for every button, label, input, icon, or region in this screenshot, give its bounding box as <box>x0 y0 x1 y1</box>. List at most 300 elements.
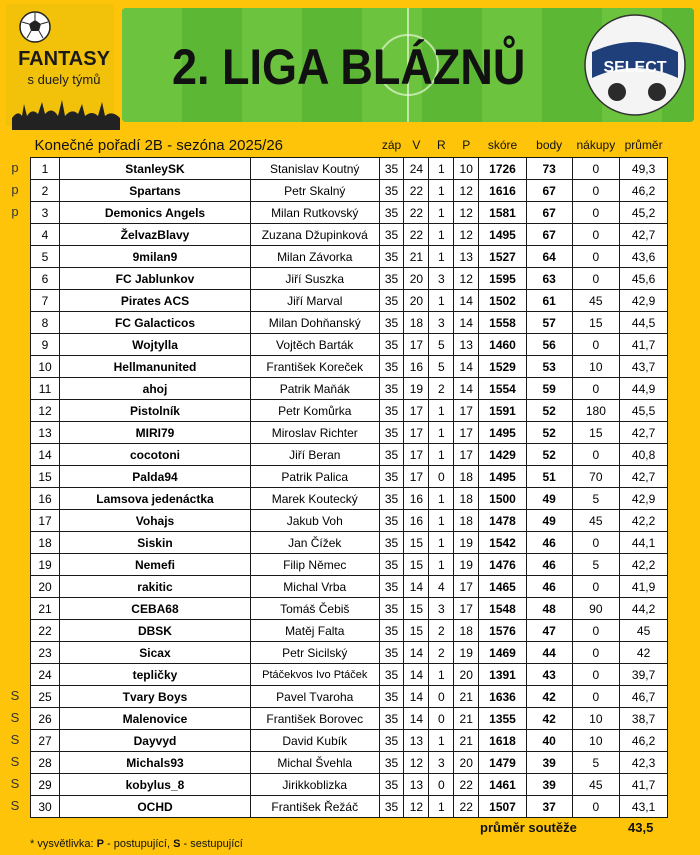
score: 1591 <box>479 400 527 422</box>
draws: 1 <box>429 246 454 268</box>
table-row <box>31 576 668 598</box>
owner-name: František Borovec <box>250 708 379 730</box>
header <box>0 0 700 130</box>
games-played: 35 <box>379 158 404 180</box>
draws: 1 <box>429 290 454 312</box>
games-played: 35 <box>379 532 404 554</box>
purchases: 5 <box>572 554 620 576</box>
status-mark: S <box>10 710 20 725</box>
team-name: Siskin <box>60 532 251 554</box>
points: 46 <box>526 576 572 598</box>
status-mark: S <box>10 798 20 813</box>
draws: 1 <box>429 180 454 202</box>
table-row <box>31 488 668 510</box>
header-average: průměr <box>624 138 663 152</box>
draws: 0 <box>429 466 454 488</box>
losses: 12 <box>454 180 479 202</box>
losses: 18 <box>454 510 479 532</box>
wins: 21 <box>404 246 429 268</box>
games-played: 35 <box>379 796 404 818</box>
rank-cell: 19 <box>31 554 60 576</box>
team-name: Sicax <box>60 642 251 664</box>
wins: 14 <box>404 642 429 664</box>
losses: 18 <box>454 466 479 488</box>
purchases: 15 <box>572 312 620 334</box>
rank-cell: 7 <box>31 290 60 312</box>
score: 1495 <box>479 422 527 444</box>
losses: 22 <box>454 796 479 818</box>
table-title: Konečné pořadí 2B - sezóna 2025/26 <box>34 136 284 154</box>
rank-cell: 22 <box>31 620 60 642</box>
draws: 1 <box>429 422 454 444</box>
team-name: Nemefi <box>60 554 251 576</box>
losses: 17 <box>454 444 479 466</box>
score: 1581 <box>479 202 527 224</box>
average: 45,5 <box>620 400 668 422</box>
rank-cell: 24 <box>31 664 60 686</box>
wins: 13 <box>404 730 429 752</box>
table-row <box>31 290 668 312</box>
draws: 2 <box>429 378 454 400</box>
status-mark: p <box>11 182 19 197</box>
points: 63 <box>526 268 572 290</box>
owner-name: Ptáčekvos Ivo Ptáček <box>250 664 379 686</box>
league-banner <box>122 8 694 122</box>
average: 43,6 <box>620 246 668 268</box>
average: 41,7 <box>620 774 668 796</box>
team-name: Malenovice <box>60 708 251 730</box>
wins: 15 <box>404 598 429 620</box>
losses: 14 <box>454 290 479 312</box>
purchases: 0 <box>572 642 620 664</box>
games-played: 35 <box>379 642 404 664</box>
wins: 15 <box>404 620 429 642</box>
rank-cell: 2 <box>31 180 60 202</box>
draws: 1 <box>429 202 454 224</box>
points: 37 <box>526 796 572 818</box>
wins: 12 <box>404 796 429 818</box>
owner-name: Milan Rutkovský <box>250 202 379 224</box>
average: 43,7 <box>620 356 668 378</box>
team-name: 9milan9 <box>60 246 251 268</box>
wins: 20 <box>404 290 429 312</box>
owner-name: František Řežáč <box>250 796 379 818</box>
score: 1595 <box>479 268 527 290</box>
wins: 17 <box>404 422 429 444</box>
draws: 0 <box>429 686 454 708</box>
points: 52 <box>526 400 572 422</box>
losses: 14 <box>454 356 479 378</box>
table-row <box>31 224 668 246</box>
points: 64 <box>526 246 572 268</box>
purchases: 10 <box>572 356 620 378</box>
losses: 18 <box>454 488 479 510</box>
score: 1476 <box>479 554 527 576</box>
games-played: 35 <box>379 422 404 444</box>
wins: 24 <box>404 158 429 180</box>
games-played: 35 <box>379 356 404 378</box>
draws: 2 <box>429 642 454 664</box>
score: 1502 <box>479 290 527 312</box>
score: 1507 <box>479 796 527 818</box>
draws: 1 <box>429 664 454 686</box>
draws: 5 <box>429 356 454 378</box>
score: 1548 <box>479 598 527 620</box>
owner-name: Jiří Marval <box>250 290 379 312</box>
table-row <box>31 664 668 686</box>
header-points: body <box>536 138 563 152</box>
draws: 1 <box>429 730 454 752</box>
table-row <box>31 730 668 752</box>
average: 45,6 <box>620 268 668 290</box>
table-row <box>31 246 668 268</box>
average: 49,3 <box>620 158 668 180</box>
points: 51 <box>526 466 572 488</box>
owner-name: Jakub Voh <box>250 510 379 532</box>
owner-name: Zuzana Džupinková <box>250 224 379 246</box>
select-ball-icon <box>582 12 688 118</box>
wins: 17 <box>404 444 429 466</box>
rank-cell: 4 <box>31 224 60 246</box>
draws: 1 <box>429 554 454 576</box>
purchases: 0 <box>572 576 620 598</box>
owner-name: Jan Čížek <box>250 532 379 554</box>
score: 1726 <box>479 158 527 180</box>
average: 42,7 <box>620 466 668 488</box>
table-row <box>31 312 668 334</box>
losses: 21 <box>454 686 479 708</box>
rank-cell: 28 <box>31 752 60 774</box>
wins: 17 <box>404 466 429 488</box>
owner-name: Miroslav Richter <box>250 422 379 444</box>
team-name: Michals93 <box>60 752 251 774</box>
score: 1429 <box>479 444 527 466</box>
rank-cell: 27 <box>31 730 60 752</box>
standings-table <box>30 133 668 818</box>
header-draws: R <box>436 138 446 152</box>
league-average-value: 43,5 <box>628 820 654 835</box>
average: 44,1 <box>620 532 668 554</box>
average: 42,9 <box>620 488 668 510</box>
purchases: 0 <box>572 202 620 224</box>
purchases: 90 <box>572 598 620 620</box>
score: 1391 <box>479 664 527 686</box>
table-row <box>31 774 668 796</box>
score: 1469 <box>479 642 527 664</box>
logo-title: FANTASY <box>18 48 110 70</box>
draws: 1 <box>429 444 454 466</box>
score: 1636 <box>479 686 527 708</box>
score: 1529 <box>479 356 527 378</box>
owner-name: Jiří Beran <box>250 444 379 466</box>
games-played: 35 <box>379 202 404 224</box>
games-played: 35 <box>379 774 404 796</box>
draws: 3 <box>429 752 454 774</box>
score: 1554 <box>479 378 527 400</box>
status-mark: p <box>11 204 19 219</box>
purchases: 0 <box>572 180 620 202</box>
legend-s-text: - sestupující <box>183 838 243 850</box>
rank-cell: 5 <box>31 246 60 268</box>
average: 42,2 <box>620 554 668 576</box>
draws: 3 <box>429 268 454 290</box>
header-purchases: nákupy <box>576 138 616 152</box>
draws: 1 <box>429 510 454 532</box>
points: 67 <box>526 224 572 246</box>
owner-name: Filip Němec <box>250 554 379 576</box>
wins: 16 <box>404 488 429 510</box>
games-played: 35 <box>379 224 404 246</box>
team-name: tepličky <box>60 664 251 686</box>
team-name: kobylus_8 <box>60 774 251 796</box>
rank-cell: 10 <box>31 356 60 378</box>
wins: 15 <box>404 554 429 576</box>
games-played: 35 <box>379 444 404 466</box>
purchases: 0 <box>572 620 620 642</box>
purchases: 15 <box>572 422 620 444</box>
score: 1495 <box>479 466 527 488</box>
losses: 20 <box>454 664 479 686</box>
team-name: Pirates ACS <box>60 290 251 312</box>
owner-name: Milan Závorka <box>250 246 379 268</box>
games-played: 35 <box>379 620 404 642</box>
table-row <box>31 708 668 730</box>
purchases: 0 <box>572 158 620 180</box>
rank-cell: 29 <box>31 774 60 796</box>
purchases: 45 <box>572 290 620 312</box>
purchases: 0 <box>572 686 620 708</box>
points: 59 <box>526 378 572 400</box>
games-played: 35 <box>379 510 404 532</box>
points: 73 <box>526 158 572 180</box>
losses: 12 <box>454 224 479 246</box>
fantasy-logo <box>6 4 114 126</box>
owner-name: Stanislav Koutný <box>250 158 379 180</box>
wins: 17 <box>404 334 429 356</box>
average: 45 <box>620 620 668 642</box>
score: 1500 <box>479 488 527 510</box>
losses: 19 <box>454 642 479 664</box>
points: 49 <box>526 488 572 510</box>
table-body <box>31 158 668 818</box>
rank-cell: 16 <box>31 488 60 510</box>
header-score: skóre <box>487 138 518 152</box>
team-name: cocotoni <box>60 444 251 466</box>
rank-cell: 8 <box>31 312 60 334</box>
wins: 22 <box>404 224 429 246</box>
points: 42 <box>526 708 572 730</box>
header-losses: P <box>462 138 471 152</box>
average: 38,7 <box>620 708 668 730</box>
team-name: MIRI79 <box>60 422 251 444</box>
losses: 10 <box>454 158 479 180</box>
rank-cell: 25 <box>31 686 60 708</box>
league-average-label: průměr soutěže <box>480 820 577 835</box>
average: 45,2 <box>620 202 668 224</box>
games-played: 35 <box>379 400 404 422</box>
table-row <box>31 598 668 620</box>
points: 42 <box>526 686 572 708</box>
wins: 14 <box>404 576 429 598</box>
games-played: 35 <box>379 752 404 774</box>
average: 46,7 <box>620 686 668 708</box>
wins: 18 <box>404 312 429 334</box>
wins: 14 <box>404 708 429 730</box>
losses: 18 <box>454 620 479 642</box>
draws: 1 <box>429 488 454 510</box>
rank-cell: 9 <box>31 334 60 356</box>
crowd-silhouette-icon <box>12 96 120 130</box>
table-row <box>31 620 668 642</box>
rank-cell: 23 <box>31 642 60 664</box>
average: 44,9 <box>620 378 668 400</box>
table-row <box>31 466 668 488</box>
score: 1355 <box>479 708 527 730</box>
status-mark: p <box>11 160 19 175</box>
games-played: 35 <box>379 686 404 708</box>
losses: 13 <box>454 334 479 356</box>
average: 43,1 <box>620 796 668 818</box>
owner-name: Petr Skalný <box>250 180 379 202</box>
owner-name: Jiří Suszka <box>250 268 379 290</box>
purchases: 0 <box>572 334 620 356</box>
wins: 15 <box>404 532 429 554</box>
team-name: Hellmanunited <box>60 356 251 378</box>
owner-name: Petr Komůrka <box>250 400 379 422</box>
team-name: FC Galacticos <box>60 312 251 334</box>
table-row <box>31 796 668 818</box>
purchases: 0 <box>572 532 620 554</box>
table-row <box>31 532 668 554</box>
team-name: rakitic <box>60 576 251 598</box>
purchases: 0 <box>572 246 620 268</box>
points: 67 <box>526 202 572 224</box>
score: 1542 <box>479 532 527 554</box>
team-name: Demonics Angels <box>60 202 251 224</box>
owner-name: Patrik Palica <box>250 466 379 488</box>
purchases: 0 <box>572 796 620 818</box>
purchases: 0 <box>572 224 620 246</box>
wins: 16 <box>404 510 429 532</box>
header-wins: V <box>412 138 421 152</box>
draws: 3 <box>429 598 454 620</box>
rank-cell: 18 <box>31 532 60 554</box>
losses: 12 <box>454 202 479 224</box>
losses: 12 <box>454 268 479 290</box>
games-played: 35 <box>379 334 404 356</box>
rank-cell: 6 <box>31 268 60 290</box>
wins: 22 <box>404 180 429 202</box>
games-played: 35 <box>379 180 404 202</box>
points: 47 <box>526 620 572 642</box>
team-name: Palda94 <box>60 466 251 488</box>
team-name: Lamsova jedenáctka <box>60 488 251 510</box>
purchases: 180 <box>572 400 620 422</box>
purchases: 10 <box>572 730 620 752</box>
purchases: 70 <box>572 466 620 488</box>
table-row <box>31 356 668 378</box>
draws: 2 <box>429 620 454 642</box>
rank-cell: 15 <box>31 466 60 488</box>
table-row <box>31 400 668 422</box>
purchases: 45 <box>572 774 620 796</box>
wins: 14 <box>404 686 429 708</box>
draws: 0 <box>429 708 454 730</box>
status-mark: S <box>10 754 20 769</box>
wins: 16 <box>404 356 429 378</box>
average: 42,2 <box>620 510 668 532</box>
header-games: záp <box>381 138 402 152</box>
team-name: Pistolník <box>60 400 251 422</box>
team-name: StanleySK <box>60 158 251 180</box>
owner-name: Tomáš Čebiš <box>250 598 379 620</box>
purchases: 0 <box>572 664 620 686</box>
table-row <box>31 268 668 290</box>
average: 46,2 <box>620 730 668 752</box>
legend-p-text: - postupující, <box>107 838 171 850</box>
points: 49 <box>526 510 572 532</box>
average: 44,5 <box>620 312 668 334</box>
wins: 17 <box>404 400 429 422</box>
wins: 20 <box>404 268 429 290</box>
table-row <box>31 686 668 708</box>
games-played: 35 <box>379 268 404 290</box>
games-played: 35 <box>379 664 404 686</box>
table-row <box>31 334 668 356</box>
games-played: 35 <box>379 378 404 400</box>
points: 53 <box>526 356 572 378</box>
points: 52 <box>526 422 572 444</box>
status-mark: S <box>10 732 20 747</box>
average: 42,3 <box>620 752 668 774</box>
draws: 4 <box>429 576 454 598</box>
team-name: OCHD <box>60 796 251 818</box>
score: 1576 <box>479 620 527 642</box>
score: 1479 <box>479 752 527 774</box>
rank-cell: 11 <box>31 378 60 400</box>
rank-cell: 14 <box>31 444 60 466</box>
draws: 1 <box>429 532 454 554</box>
rank-cell: 13 <box>31 422 60 444</box>
rank-cell: 26 <box>31 708 60 730</box>
draws: 0 <box>429 774 454 796</box>
rank-cell: 3 <box>31 202 60 224</box>
wins: 13 <box>404 774 429 796</box>
losses: 19 <box>454 532 479 554</box>
legend-prefix: * vysvětlivka: <box>30 838 94 850</box>
owner-name: František Koreček <box>250 356 379 378</box>
draws: 1 <box>429 224 454 246</box>
rank-cell: 20 <box>31 576 60 598</box>
owner-name: Vojtěch Barták <box>250 334 379 356</box>
score: 1460 <box>479 334 527 356</box>
games-played: 35 <box>379 246 404 268</box>
rank-cell: 12 <box>31 400 60 422</box>
owner-name: Petr Sicilský <box>250 642 379 664</box>
games-played: 35 <box>379 488 404 510</box>
score: 1495 <box>479 224 527 246</box>
points: 40 <box>526 730 572 752</box>
ball-brand-text: SELECT <box>603 59 667 76</box>
points: 39 <box>526 774 572 796</box>
legend-s: S <box>173 838 181 850</box>
purchases: 0 <box>572 268 620 290</box>
table-row <box>31 180 668 202</box>
rank-cell: 30 <box>31 796 60 818</box>
average: 42 <box>620 642 668 664</box>
table-header-row <box>31 133 668 158</box>
score: 1558 <box>479 312 527 334</box>
